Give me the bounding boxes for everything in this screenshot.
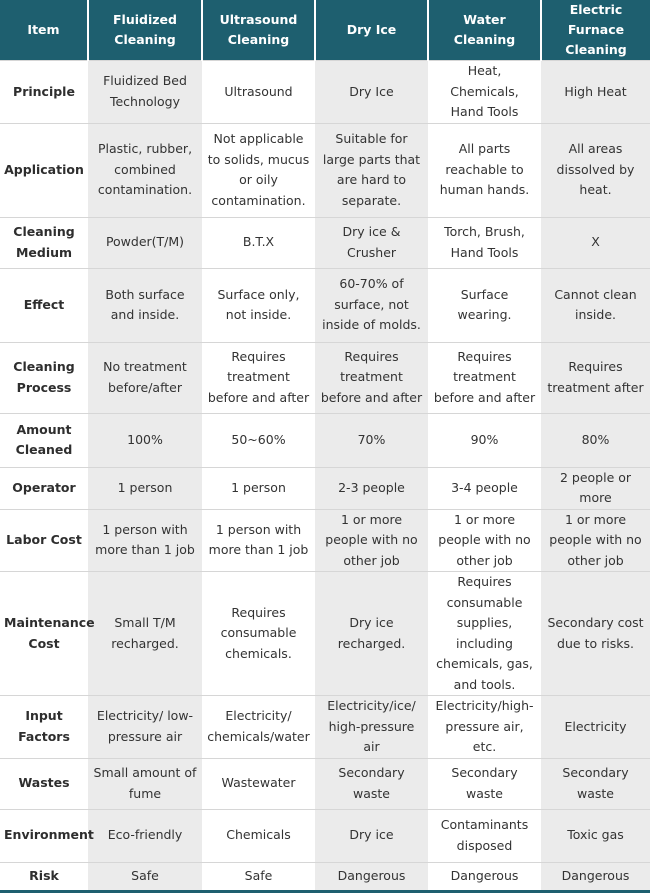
table-cell: No treatment before/after (88, 342, 202, 413)
table-cell: Fluidized Bed Technology (88, 61, 202, 124)
table-cell: Secondary cost due to risks. (541, 572, 650, 696)
row-label: Operator (0, 467, 88, 509)
row-label: Principle (0, 61, 88, 124)
row-label: Effect (0, 268, 88, 342)
table-row (0, 123, 650, 217)
table-cell: 70% (315, 413, 428, 467)
table-row (0, 572, 650, 696)
table-cell: Plastic, rubber, combined contamination. (88, 123, 202, 217)
table-cell: 1 or more people with no other job (541, 509, 650, 572)
table-cell: Requires treatment after (541, 342, 650, 413)
row-label: Cleaning Medium (0, 217, 88, 268)
table-cell: Ultrasound (202, 61, 315, 124)
table-row (0, 758, 650, 809)
table-cell: Dry ice (315, 809, 428, 862)
table-cell: Safe (88, 862, 202, 891)
table-row (0, 61, 650, 124)
row-label: Wastes (0, 758, 88, 809)
table-cell: Small T/M recharged. (88, 572, 202, 696)
table-cell: Safe (202, 862, 315, 891)
row-label: Maintenance Cost (0, 572, 88, 696)
table-cell: Secondary waste (541, 758, 650, 809)
row-label: Input Factors (0, 696, 88, 759)
table-row (0, 413, 650, 467)
table-cell: Small amount of fume (88, 758, 202, 809)
table-cell: 2-3 people (315, 467, 428, 509)
table-cell: 1 person (202, 467, 315, 509)
table-cell: Heat, Chemicals, Hand Tools (428, 61, 541, 124)
table-cell: Requires treatment before and after (315, 342, 428, 413)
table-cell: Requires treatment before and after (202, 342, 315, 413)
table-row (0, 509, 650, 572)
table-cell: Torch, Brush, Hand Tools (428, 217, 541, 268)
table-cell: Wastewater (202, 758, 315, 809)
table-cell: High Heat (541, 61, 650, 124)
table-cell: Requires consumable chemicals. (202, 572, 315, 696)
table-cell: Eco-friendly (88, 809, 202, 862)
table-cell: 90% (428, 413, 541, 467)
table-cell: Electricity/ice/ high-pressure air (315, 696, 428, 759)
table-cell: 80% (541, 413, 650, 467)
table-cell: 1 person with more than 1 job (202, 509, 315, 572)
table-cell: Dangerous (428, 862, 541, 891)
table-cell: Dry ice recharged. (315, 572, 428, 696)
table-cell: Both surface and inside. (88, 268, 202, 342)
table-cell: Dry Ice (315, 61, 428, 124)
table-cell: Surface wearing. (428, 268, 541, 342)
header-fluidized: Fluidized Cleaning (88, 0, 202, 61)
table-cell: Dangerous (541, 862, 650, 891)
table-cell: Secondary waste (315, 758, 428, 809)
table-cell: 1 person (88, 467, 202, 509)
header-electric-furnace: Electric Furnace Cleaning (541, 0, 650, 61)
table-cell: 1 person with more than 1 job (88, 509, 202, 572)
header-water: Water Cleaning (428, 0, 541, 61)
header-row (0, 0, 650, 61)
table-cell: 100% (88, 413, 202, 467)
table-cell: B.T.X (202, 217, 315, 268)
table-cell: 2 people or more (541, 467, 650, 509)
table-cell: Powder(T/M) (88, 217, 202, 268)
table-cell: Contaminants disposed (428, 809, 541, 862)
table-cell: 1 or more people with no other job (428, 509, 541, 572)
table-row (0, 862, 650, 891)
table-cell: All parts reachable to human hands. (428, 123, 541, 217)
table-row (0, 696, 650, 759)
row-label: Cleaning Process (0, 342, 88, 413)
table-cell: 50~60% (202, 413, 315, 467)
row-label: Application (0, 123, 88, 217)
table-row (0, 268, 650, 342)
table-cell: Toxic gas (541, 809, 650, 862)
table-cell: Secondary waste (428, 758, 541, 809)
table-cell: 3-4 people (428, 467, 541, 509)
table-cell: All areas dissolved by heat. (541, 123, 650, 217)
row-label: Environment (0, 809, 88, 862)
table-cell: 60-70% of surface, not inside of molds. (315, 268, 428, 342)
table-row (0, 467, 650, 509)
table-cell: Requires treatment before and after (428, 342, 541, 413)
header-dry-ice: Dry Ice (315, 0, 428, 61)
row-label: Amount Cleaned (0, 413, 88, 467)
header-item: Item (0, 0, 88, 61)
table-cell: Electricity/high-pressure air, etc. (428, 696, 541, 759)
table-cell: Electricity (541, 696, 650, 759)
table-row (0, 217, 650, 268)
header-ultrasound: Ultrasound Cleaning (202, 0, 315, 61)
table-cell: Electricity/ low-pressure air (88, 696, 202, 759)
table-cell: 1 or more people with no other job (315, 509, 428, 572)
table-cell: Dry ice & Crusher (315, 217, 428, 268)
table-cell: Requires consumable supplies, including chemicals, gas, and tools. (428, 572, 541, 696)
table-cell: Chemicals (202, 809, 315, 862)
table-cell: Not applicable to solids, mucus or oily contamination. (202, 123, 315, 217)
table-row (0, 342, 650, 413)
table-body (0, 61, 650, 892)
table-cell: Cannot clean inside. (541, 268, 650, 342)
table-cell: X (541, 217, 650, 268)
table-cell: Suitable for large parts that are hard to separate. (315, 123, 428, 217)
table-cell: Surface only, not inside. (202, 268, 315, 342)
table-cell: Dangerous (315, 862, 428, 891)
table-cell: Electricity/ chemicals/water (202, 696, 315, 759)
row-label: Labor Cost (0, 509, 88, 572)
row-label: Risk (0, 862, 88, 891)
